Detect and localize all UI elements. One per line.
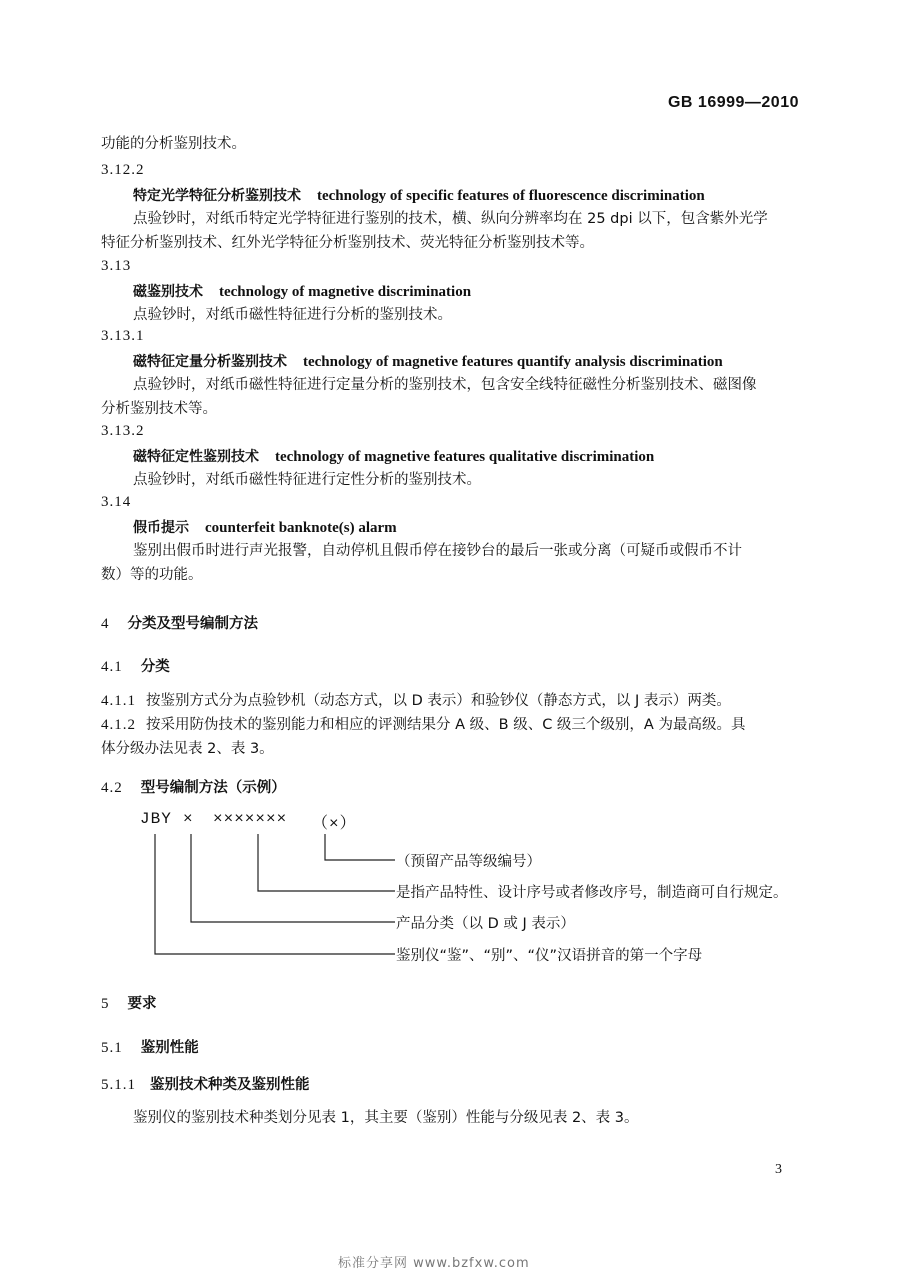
footer-watermark: 标准分享网 www.bzfxw.com (338, 1256, 530, 1271)
model-code-label-category: 产品分类（以 D 或 J 表示） (396, 916, 575, 932)
term-chinese: 磁鉴别技术 (133, 284, 203, 300)
clause-number: 4.1.1 (101, 693, 136, 709)
definition-line: 数）等的功能。 (101, 567, 203, 583)
clause-number: 3.14 (101, 494, 132, 510)
body-text: 鉴别仪的鉴别技术种类划分见表 1，其主要（鉴别）性能与分级见表 2、表 3。 (133, 1110, 639, 1126)
model-code-label-design: 是指产品特性、设计序号或者修改序号，制造商可自行规定。 (396, 885, 788, 901)
term-chinese: 磁特征定量分析鉴别技术 (133, 354, 287, 370)
section-number: 4.2 (101, 780, 123, 796)
section-heading (101, 992, 157, 1013)
definition-line: 分析鉴别技术等。 (101, 401, 217, 417)
clause-continuation: 体分级办法见表 2、表 3。 (101, 741, 274, 757)
definition-line: 鉴别出假币时进行声光报警，自动停机且假币停在接钞台的最后一张或分离（可疑币或假币不计 (133, 543, 742, 559)
clause-number: 3.13.2 (101, 423, 145, 439)
term-english: counterfeit banknote(s) alarm (205, 520, 397, 536)
section-title: 型号编制方法（示例） (140, 780, 286, 796)
section-title: 鉴别技术种类及鉴别性能 (150, 1077, 310, 1093)
definition-line: 点验钞时，对纸币磁性特征进行分析的鉴别技术。 (133, 307, 452, 323)
definition-line: 点验钞时，对纸币特定光学特征进行鉴别的技术，横、纵向分辨率均在 25 dpi 以下，包含紫外光学 (133, 211, 768, 227)
term-chinese: 磁特征定性鉴别技术 (133, 449, 259, 465)
page-number: 3 (775, 1162, 782, 1177)
model-code-part-category: × (183, 810, 194, 828)
model-code-part-design: ××××××× (213, 810, 288, 828)
term-english: technology of magnetive features qualitative discrimination (275, 449, 655, 465)
section-number: 5.1 (101, 1040, 123, 1056)
model-code-part-jby: JBY (140, 810, 172, 828)
model-code-part-grade: （×） (312, 815, 357, 833)
text-line: 功能的分析鉴别技术。 (101, 136, 246, 152)
model-code-label-grade: （预留产品等级编号） (396, 854, 541, 870)
clause-number: 3.13.1 (101, 328, 145, 344)
section-title: 分类 (140, 659, 170, 675)
section-number: 5.1.1 (101, 1077, 136, 1093)
model-code-label-jby: 鉴别仪“鉴”、“别”、“仪”汉语拼音的第一个字母 (396, 948, 703, 964)
definition-line: 点验钞时，对纸币磁性特征进行定性分析的鉴别技术。 (133, 472, 481, 488)
definition-line: 特征分析鉴别技术、红外光学特征分析鉴别技术、荧光特征分析鉴别技术等。 (101, 235, 594, 251)
section-number: 4 (101, 616, 110, 632)
term-chinese: 假币提示 (133, 520, 189, 536)
section-number: 5 (101, 996, 110, 1012)
standard-number: GB 16999—2010 (667, 94, 799, 111)
section-heading (101, 1036, 199, 1057)
term-chinese: 特定光学特征分析鉴别技术 (133, 188, 301, 204)
clause-body: 按鉴别方式分为点验钞机（动态方式，以 D 表示）和验钞仪（静态方式，以 J 表示）两类。 (146, 693, 731, 709)
clause-number: 3.13 (101, 258, 132, 274)
section-title: 分类及型号编制方法 (127, 616, 258, 632)
clause-number: 4.1.2 (101, 717, 136, 733)
section-heading (101, 1073, 310, 1094)
term-english: technology of specific features of fluorescence discrimination (317, 188, 705, 204)
section-title: 鉴别性能 (140, 1040, 199, 1056)
section-number: 4.1 (101, 659, 123, 675)
term-english: technology of magnetive discrimination (219, 284, 472, 300)
clause-body: 按采用防伪技术的鉴别能力和相应的评测结果分 A 级、B 级、C 级三个级别，A 为最高级。具 (146, 717, 746, 733)
definition-line: 点验钞时，对纸币磁性特征进行定量分析的鉴别技术，包含安全线特征磁性分析鉴别技术、磁图像 (133, 377, 757, 393)
term-english: technology of magnetive features quantify analysis discrimination (303, 354, 723, 370)
clause-number: 3.12.2 (101, 162, 145, 178)
section-title: 要求 (127, 996, 157, 1012)
